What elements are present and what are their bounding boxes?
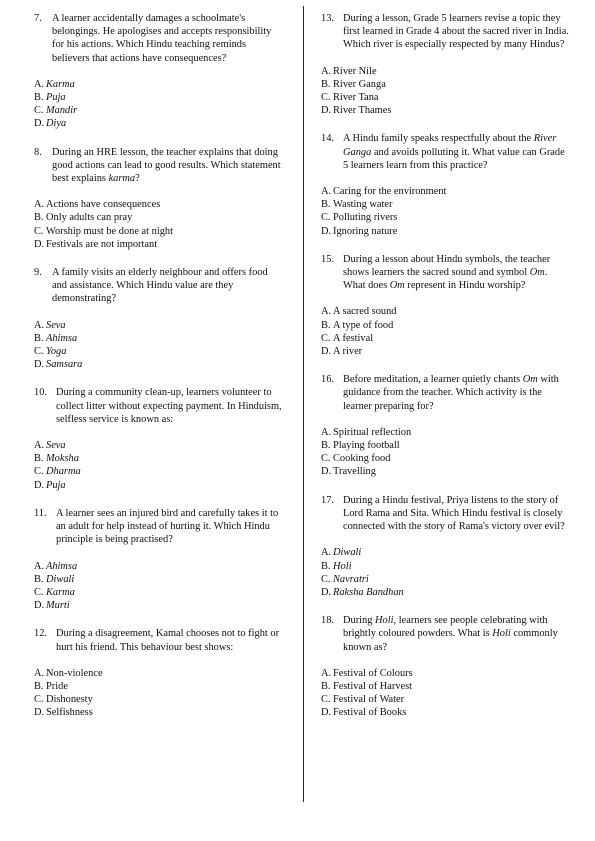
answer-option-letter: C. [321,453,331,465]
question-text [56,627,284,653]
answer-option-letter: A. [34,319,45,331]
answer-options [34,667,284,720]
answer-option [34,198,284,211]
question-stem [34,12,284,65]
answer-option [321,198,571,211]
answer-option-letter: B. [321,560,331,572]
answer-option [34,573,284,586]
answer-option-letter: A. [321,306,332,318]
answer-option-text: Wasting water [333,199,393,211]
answer-option-text: Festival of Water [333,694,405,706]
question-18 [321,614,571,719]
answer-option-text: Caring for the environment [333,186,447,198]
answer-option [34,117,284,130]
question-text-segment: During an HRE lesson, the teacher explains that doing good actions can lead to good results. Which statement best explains [52,146,281,185]
question-text-segment: During [343,615,376,627]
question-text-segment: A learner sees an injured bird and carefully takes it to an adult for help instead of hurting it. Which Hindu principle is being practised? [56,507,279,546]
answer-option-letter: B. [34,92,44,104]
answer-option [321,586,571,599]
answer-option-letter: C. [34,346,44,358]
question-stem [321,12,571,52]
question-text [52,146,284,186]
answer-option [34,345,284,358]
question-text-segment: During a community clean-up, learners volunteer to collect litter without expecting payment. In Hinduism, selfless service is known as: [56,387,282,425]
question-text-italic-term: Holi [492,628,511,640]
answer-option [321,332,571,345]
answer-option-letter: A. [34,667,45,679]
answer-option [34,693,284,706]
question-10 [34,386,284,491]
answer-option [321,560,571,573]
answer-option [34,78,284,91]
question-text-italic-term: Om [389,280,405,292]
question-text [343,253,571,293]
question-number: 8. [34,146,42,158]
answer-option-text: Festival of Colours [333,667,413,679]
answer-option [321,706,571,719]
answer-option-letter: A. [321,65,332,77]
answer-option-text: A river [333,346,363,358]
question-text-segment: , learners see people celebrating with brightly coloured powders. What is [343,615,548,640]
question-stem [34,507,284,547]
answer-option [321,319,571,332]
answer-option-letter: B. [321,319,331,331]
answer-option [34,332,284,345]
right-question-column [321,12,571,735]
question-text-italic-term: River Ganga [343,133,557,158]
answer-option-text: A type of food [333,319,394,331]
question-text-italic-term: Om [529,267,545,279]
answer-option-text: Seva [46,440,66,452]
question-text-segment: commonly known as? [343,628,558,653]
answer-options [321,426,571,479]
answer-option [321,185,571,198]
question-stem [321,132,571,172]
answer-option [321,345,571,358]
answer-option-text: Non-violence [46,667,103,679]
answer-option-letter: D. [34,118,45,130]
question-number: 9. [34,267,42,279]
answer-option-letter: B. [321,199,331,211]
answer-option [34,91,284,104]
question-stem [321,494,571,534]
answer-option [34,452,284,465]
answer-option [321,91,571,104]
answer-option-letter: C. [321,92,331,104]
answer-option-letter: A. [321,667,332,679]
question-text-segment: A learner accidentally damages a schoolmate's belongings. He apologises and accepts responsibility for his actions. Which Hindu teaching reminds believers that actions have consequences? [52,13,272,64]
question-stem [34,146,284,186]
question-9 [34,266,284,371]
question-text-segment: Before meditation, a learner quietly chants [343,374,523,386]
answer-option-letter: D. [321,346,332,358]
question-stem [34,266,284,306]
question-stem [321,373,571,413]
answer-options [34,439,284,492]
answer-option-text: Dharma [46,466,81,478]
answer-option-letter: C. [321,694,331,706]
answer-option [34,680,284,693]
question-stem [34,386,284,426]
answer-option-text: Travelling [333,466,376,478]
answer-option [321,573,571,586]
question-text-italic-term: karma [108,173,136,185]
answer-option-letter: A. [321,426,332,438]
answer-option [34,358,284,371]
answer-option-letter: B. [34,332,44,344]
answer-option [321,225,571,238]
answer-options [321,185,571,238]
answer-option-letter: D. [321,586,332,598]
answer-option-text: Worship must be done at night [46,225,174,237]
answer-option [34,465,284,478]
answer-option-letter: D. [34,479,45,491]
answer-option [321,65,571,78]
question-text-segment: During a disagreement, Kamal chooses not to fight or hurt his friend. This behaviour best shows: [56,628,280,653]
question-text-segment: ? [135,173,140,185]
question-number: 10. [34,387,47,399]
answer-option-text: Actions have consequences [46,199,161,211]
answer-option [321,693,571,706]
answer-option [34,211,284,224]
answer-option-text: Puja [46,92,66,104]
answer-option [321,667,571,680]
question-text-segment: and avoids polluting it. What value can Grade 5 learners learn from this practice? [343,146,565,171]
answer-options [34,198,284,251]
answer-option-text: Festivals are not important [46,238,158,250]
question-number: 14. [321,133,334,145]
answer-option-letter: D. [34,600,45,612]
question-text [343,373,571,413]
question-text-italic-term: Om [522,374,538,386]
answer-option-text: Puja [46,479,66,491]
question-15 [321,253,571,358]
answer-option-letter: C. [34,586,44,598]
answer-option [321,465,571,478]
question-text [52,12,284,65]
answer-option-letter: D. [321,105,332,117]
question-text [343,132,571,172]
answer-option-text: Raksha Bandhan [333,586,404,598]
question-text-segment: During a lesson about Hindu symbols, the teacher shows learners the sacred sound and symbol [343,253,551,279]
question-14 [321,132,571,237]
question-number: 18. [321,615,334,627]
answer-option-text: River Thames [333,105,392,117]
answer-option-text: Murti [46,600,70,612]
answer-option-letter: C. [321,573,331,585]
answer-option-text: River Ganga [333,78,386,90]
question-text [52,266,284,306]
question-stem [321,253,571,293]
answer-options [34,560,284,613]
answer-option [34,319,284,332]
answer-option-text: Playing football [333,440,400,452]
answer-option-letter: D. [321,466,332,478]
question-stem [34,627,284,653]
answer-option [321,211,571,224]
answer-option-text: Navratri [333,573,369,585]
answer-options [321,546,571,599]
answer-option-text: Seva [46,319,66,331]
answer-option [34,560,284,573]
question-text [343,12,571,52]
question-text-segment: A Hindu family speaks respectfully about the [343,133,534,145]
question-text [56,386,284,426]
answer-option-letter: C. [34,466,44,478]
answer-option-text: Ahimsa [46,332,78,344]
answer-option [34,439,284,452]
question-text [343,494,571,534]
answer-option-letter: A. [34,199,45,211]
answer-option-text: A festival [333,332,374,344]
question-number: 13. [321,13,334,24]
answer-option [321,78,571,91]
answer-option-letter: B. [321,78,331,90]
answer-options [321,667,571,720]
question-text-segment: represent in Hindu worship? [404,280,526,292]
answer-option [321,680,571,693]
answer-option-text: Diwali [46,573,75,585]
answer-option [321,104,571,117]
left-question-column [34,12,284,735]
answer-option [34,479,284,492]
answer-option-letter: B. [34,680,44,692]
column-divider [303,6,304,802]
answer-option-letter: B. [34,453,44,465]
question-number: 15. [321,253,334,265]
question-text [343,614,571,654]
question-number: 12. [34,628,47,640]
answer-option-letter: C. [321,332,331,344]
answer-option-text: Polluting rivers [333,212,398,224]
question-text-segment: During a lesson, Grade 5 learners revise a topic they first learned in Grade 4 about the sacred river in India. Which river is especially respected by many Hindus? [343,13,569,51]
answer-option-text: Dishonesty [46,694,93,706]
answer-option-text: Selfishness [46,707,93,719]
answer-options [34,78,284,131]
answer-option-letter: A. [321,547,332,559]
answer-option-text: Mandir [46,105,78,117]
answer-option-letter: A. [321,186,332,198]
answer-option-text: Samsara [46,359,83,371]
answer-option-letter: A. [34,78,45,90]
answer-options [321,65,571,118]
answer-option-text: Festival of Books [333,707,407,719]
answer-option-text: Festival of Harvest [333,680,413,692]
question-number: 16. [321,374,334,386]
answer-option-text: Yoga [46,346,67,358]
question-17 [321,494,571,599]
answer-option [321,546,571,559]
question-number: 7. [34,13,42,24]
question-number: 17. [321,494,334,506]
question-16 [321,373,571,478]
answer-option-letter: C. [321,212,331,224]
question-text-segment: . What does [343,267,548,292]
answer-option-letter: C. [34,225,44,237]
question-text-segment: with guidance from the teacher. Which activity is the learner preparing for? [343,374,559,412]
answer-option [321,452,571,465]
answer-option-letter: D. [321,707,332,719]
answer-option-letter: D. [34,707,45,719]
question-11 [34,507,284,612]
answer-option [321,426,571,439]
answer-option-text: Moksha [46,453,79,465]
answer-option-letter: C. [34,105,44,117]
question-number: 11. [34,507,47,519]
question-13 [321,12,571,117]
answer-options [34,319,284,372]
answer-option-text: A sacred sound [333,306,397,318]
question-text-italic-term: Holi [375,615,394,627]
answer-option-text: Diya [46,118,67,130]
answer-option-text: River Tana [333,92,379,104]
question-text-segment: During a Hindu festival, Priya listens to the story of Lord Rama and Sita. Which Hindu festival is closely connected with the story of Rama's victory over evil? [343,494,565,533]
answer-option-text: Ahimsa [46,560,78,572]
answer-option [321,305,571,318]
answer-option [34,706,284,719]
answer-option-letter: A. [34,440,45,452]
answer-option-letter: C. [34,694,44,706]
answer-option-text: Karma [46,78,75,90]
question-text [56,507,284,547]
answer-option-text: Pride [46,680,68,692]
answer-option-text: Ignoring nature [333,225,398,237]
answer-options [321,305,571,358]
answer-option-text: Holi [333,560,352,572]
answer-option [321,439,571,452]
answer-option-text: Cooking food [333,453,391,465]
answer-option [34,599,284,612]
answer-option-letter: D. [34,238,45,250]
answer-option [34,104,284,117]
answer-option [34,225,284,238]
answer-option [34,238,284,251]
answer-option-letter: B. [321,440,331,452]
answer-option [34,667,284,680]
answer-option-text: Spiritual reflection [333,426,412,438]
answer-option-letter: D. [321,225,332,237]
answer-option-text: Diwali [333,547,362,559]
answer-option-text: Only adults can pray [46,212,133,224]
answer-option-text: Karma [46,586,75,598]
answer-option-letter: B. [34,573,44,585]
question-8 [34,146,284,251]
question-7 [34,12,284,131]
answer-option-letter: B. [321,680,331,692]
question-text-segment: A family visits an elderly neighbour and offers food and assistance. Which Hindu value are they demonstrating? [52,267,268,305]
question-stem [321,614,571,654]
answer-option-text: River Nile [333,65,377,77]
answer-option-letter: A. [34,560,45,572]
answer-option-letter: D. [34,359,45,371]
question-12 [34,627,284,719]
answer-option [34,586,284,599]
answer-option-letter: B. [34,212,44,224]
